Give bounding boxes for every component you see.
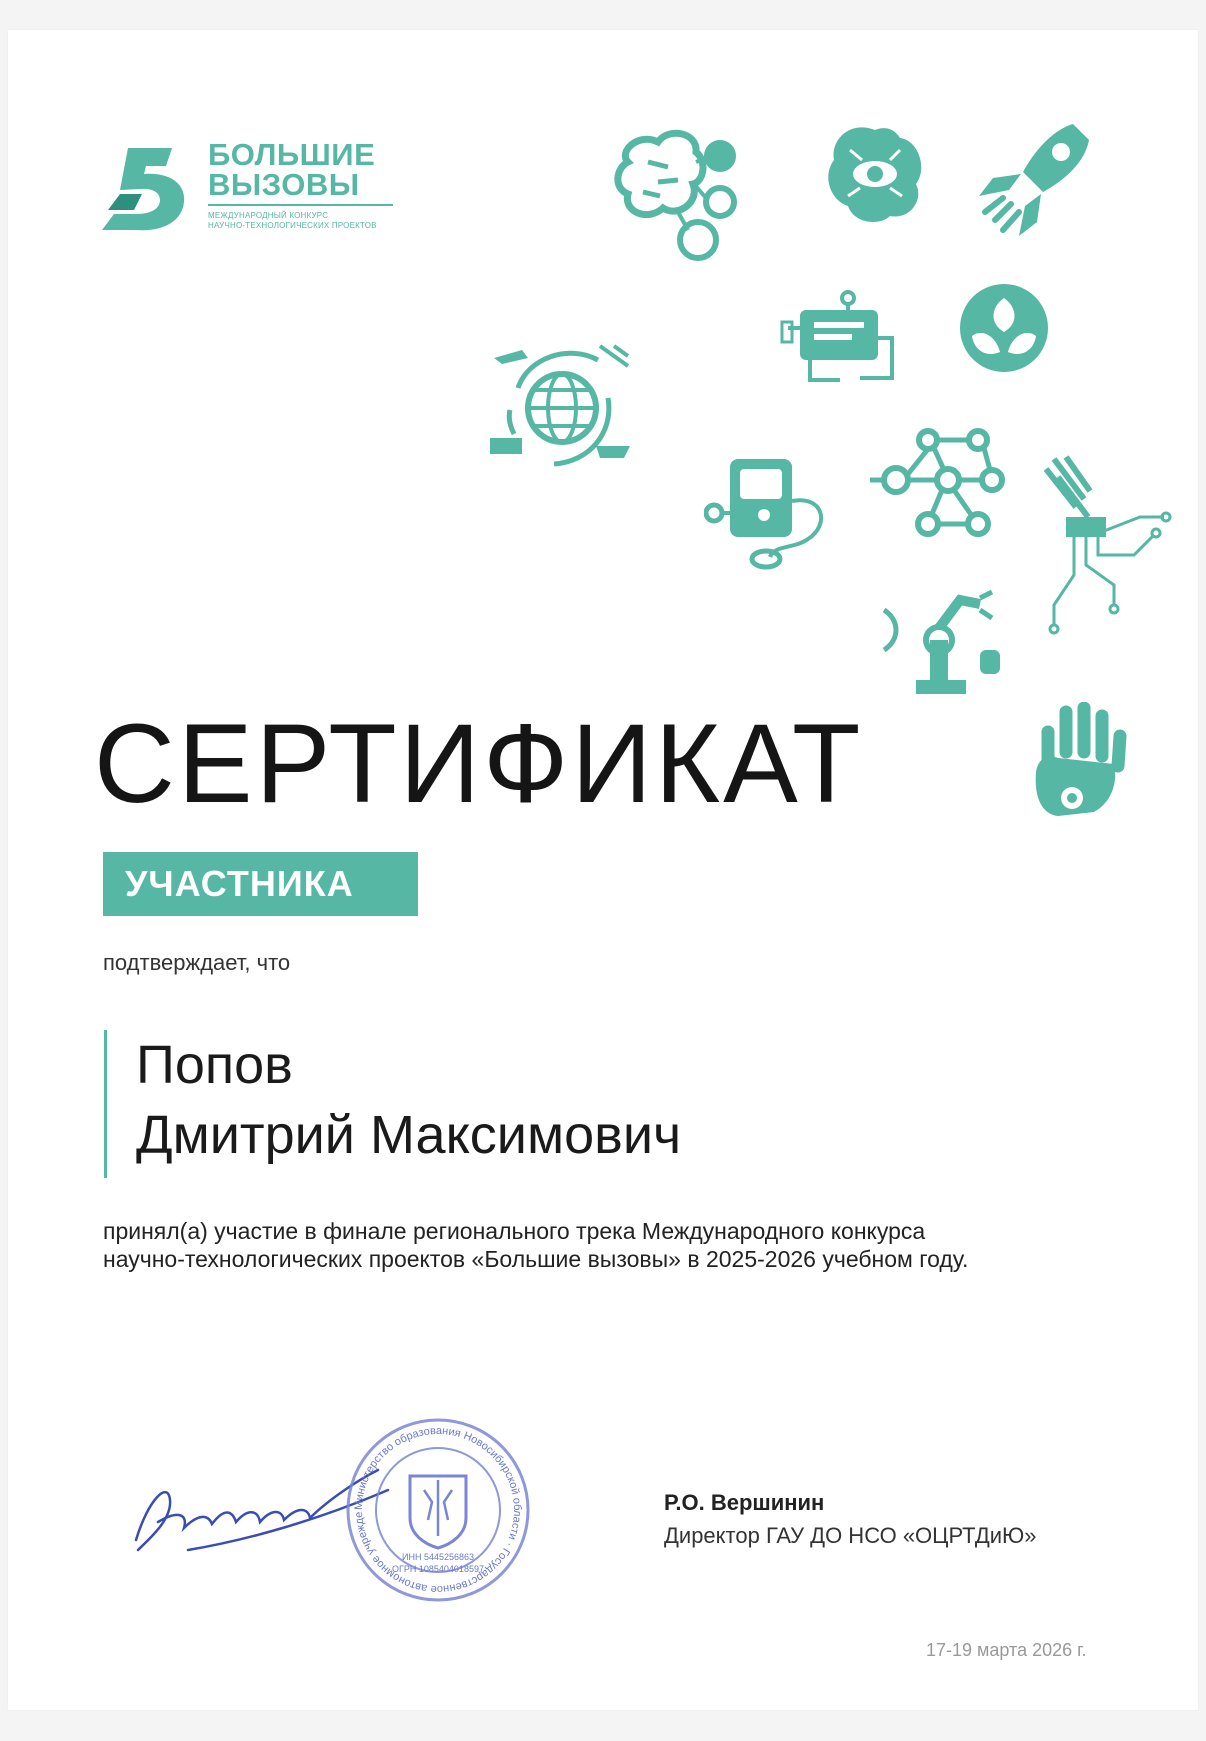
participation-line1: принял(а) участие в финале регионального трека Международного конкурса [103, 1218, 926, 1244]
logo-subtitle-line2: НАУЧНО-ТЕХНОЛОГИЧЕСКИХ ПРОЕКТОВ [208, 221, 377, 230]
medical-device-icon [704, 455, 836, 570]
rocket-icon [973, 120, 1093, 250]
handwritten-signature [136, 1470, 388, 1550]
recipient-given-names: Дмитрий Максимович [136, 1105, 682, 1165]
molecule-network-icon [868, 428, 1008, 543]
participation-text [103, 1217, 1143, 1273]
participant-badge: УЧАСТНИКА [103, 852, 418, 916]
event-date: 17-19 марта 2026 г. [926, 1640, 1087, 1660]
circuit-chip-icon [1044, 455, 1172, 637]
robotic-arm-icon [880, 590, 1008, 700]
official-seal [128, 1410, 528, 1600]
signature-seal-graphic [128, 1410, 548, 1610]
signer-role: Директор ГАУ ДО НСО «ОЦРТДиЮ» [664, 1523, 1037, 1548]
signature-area [128, 1410, 548, 1610]
confirm-text: подтверждает, что [103, 950, 291, 975]
robot-board-icon [780, 288, 900, 393]
recipient-name [136, 1030, 681, 1170]
brain-network-icon [608, 122, 758, 262]
logo-title-line1: БОЛЬШИЕ [208, 137, 376, 172]
seal-ogrn: ОГРН 1085404018597 [392, 1564, 484, 1574]
certificate-title: СЕРТИФИКАТ [94, 701, 864, 826]
certificate-sheet [8, 30, 1198, 1710]
seal-inn: ИНН 5445256863 [401, 1552, 475, 1562]
signer-name: Р.О. Вершинин [664, 1490, 825, 1515]
logo-subtitle-line1: МЕЖДУНАРОДНЫЙ КОНКУРС [208, 211, 329, 220]
eco-leaves-icon [956, 280, 1052, 376]
recipient-surname: Попов [136, 1035, 293, 1095]
robot-hand-icon [1028, 702, 1128, 827]
logo-divider [208, 204, 393, 206]
logo [100, 137, 400, 240]
seal-ring-text: Министерство образования Новосибирской области · Государственное автономное учрежде [352, 1424, 524, 1596]
logo-mark-icon [100, 144, 190, 234]
name-accent-bar [104, 1030, 107, 1178]
globe-transport-icon [488, 338, 636, 478]
brain-eye-icon [820, 120, 930, 230]
participation-line2: научно-технологических проектов «Большие вызовы» в 2025-2026 учебном году. [103, 1246, 969, 1272]
logo-title-line2: ВЫЗОВЫ [208, 167, 360, 202]
